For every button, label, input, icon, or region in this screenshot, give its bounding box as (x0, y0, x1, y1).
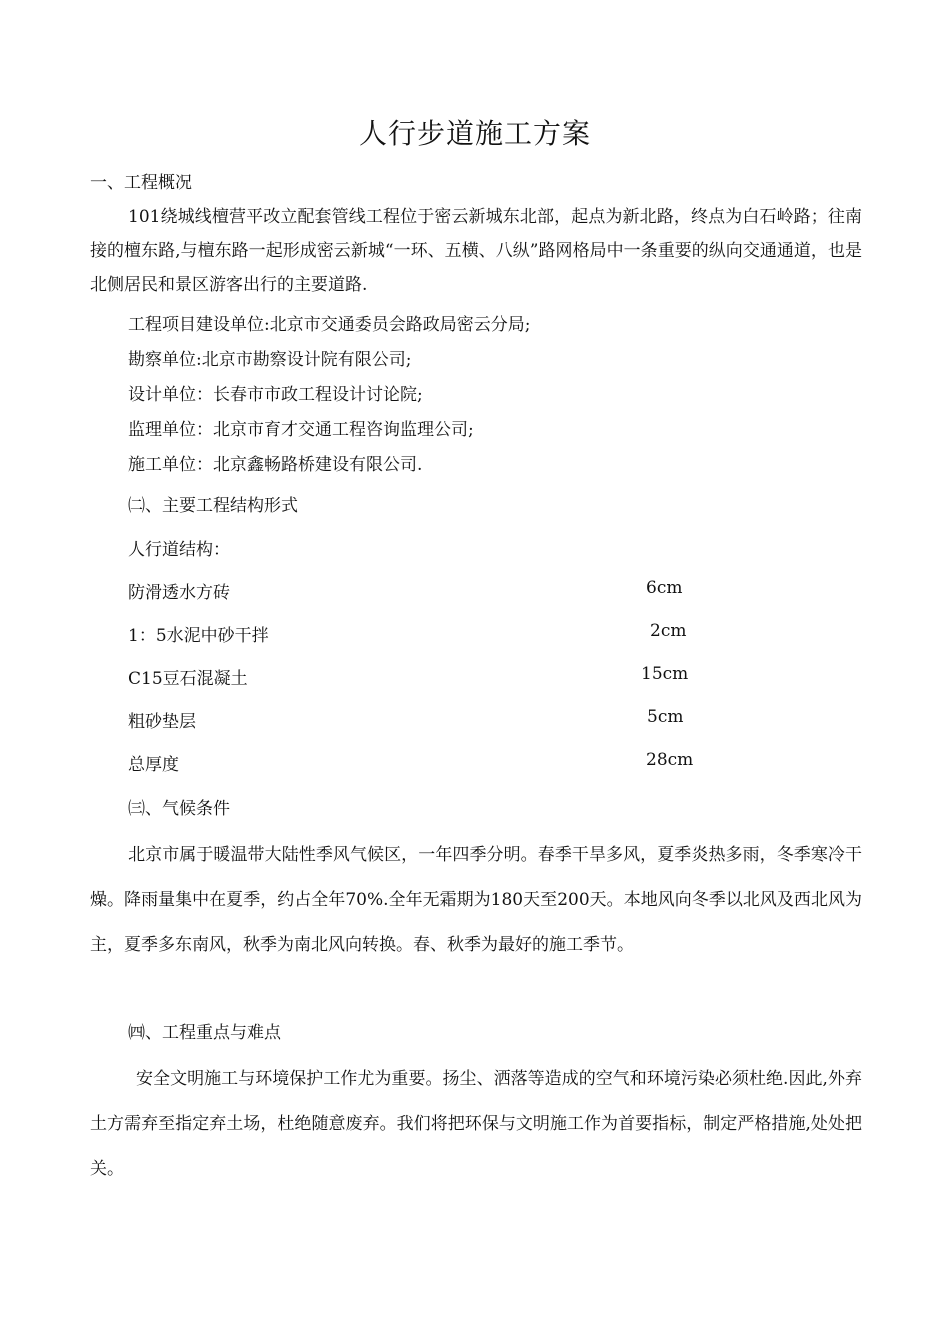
document-title: 人行步道施工方案 (358, 117, 591, 150)
unit-construction: 施工单位：北京鑫畅路桥建设有限公司. (128, 455, 423, 475)
layer-name: 防滑透水方砖 (128, 583, 230, 603)
structure-label: 人行道结构： (128, 540, 230, 560)
layer-thickness: 5cm (647, 707, 684, 727)
layer-name: C15豆石混凝土 (128, 669, 248, 689)
keypoints-text: 安全文明施工与环境保护工作尤为重要。扬尘、洒落等造成的空气和环境污染必须杜绝.因此,外弃土方需弃至指定弃土场，杜绝随意废弃。我们将把环保与文明施工作为首要指标，制定严格措施,处处把关。 (90, 1069, 862, 1179)
section-heading-overview: 一、工程概况 (90, 173, 192, 193)
layer-thickness: 28cm (646, 750, 694, 770)
layer-thickness: 2cm (650, 621, 687, 641)
unit-supervision: 监理单位：北京市育才交通工程咨询监理公司; (128, 420, 474, 440)
unit-survey: 勘察单位:北京市勘察设计院有限公司; (128, 350, 412, 370)
layer-name: 总厚度 (128, 755, 179, 775)
overview-text: 101绕城线檀营平改立配套管线工程位于密云新城东北部，起点为新北路，终点为白石岭路；往南接的檀东路,与檀东路一起形成密云新城“一环、五横、八纵”路网格局中一条重要的纵向交通通道，也是北侧居民和景区游客出行的主要道路. (90, 207, 862, 295)
unit-design: 设计单位：长春市市政工程设计讨论院; (128, 385, 423, 405)
section-heading-structure: ㈡、主要工程结构形式 (128, 496, 298, 516)
layer-thickness: 6cm (646, 578, 683, 598)
unit-owner: 工程项目建设单位:北京市交通委员会路政局密云分局; (128, 315, 531, 335)
layer-thickness: 15cm (641, 664, 689, 684)
section-heading-climate: ㈢、气候条件 (128, 799, 230, 819)
layer-name: 粗砂垫层 (128, 712, 196, 732)
overview-paragraph (90, 200, 862, 302)
layer-name: 1：5水泥中砂干拌 (128, 626, 269, 646)
section-heading-keypoints: ㈣、工程重点与难点 (128, 1023, 281, 1043)
climate-paragraph (90, 833, 862, 968)
keypoints-paragraph (90, 1057, 862, 1192)
climate-text: 北京市属于暖温带大陆性季风气候区，一年四季分明。春季干旱多风，夏季炎热多雨，冬季寒冷干燥。降雨量集中在夏季，约占全年70%.全年无霜期为180天至200天。本地风向冬季以北风及西北风为主，夏季多东南风，秋季为南北风向转换。春、秋季为最好的施工季节。 (90, 845, 862, 955)
